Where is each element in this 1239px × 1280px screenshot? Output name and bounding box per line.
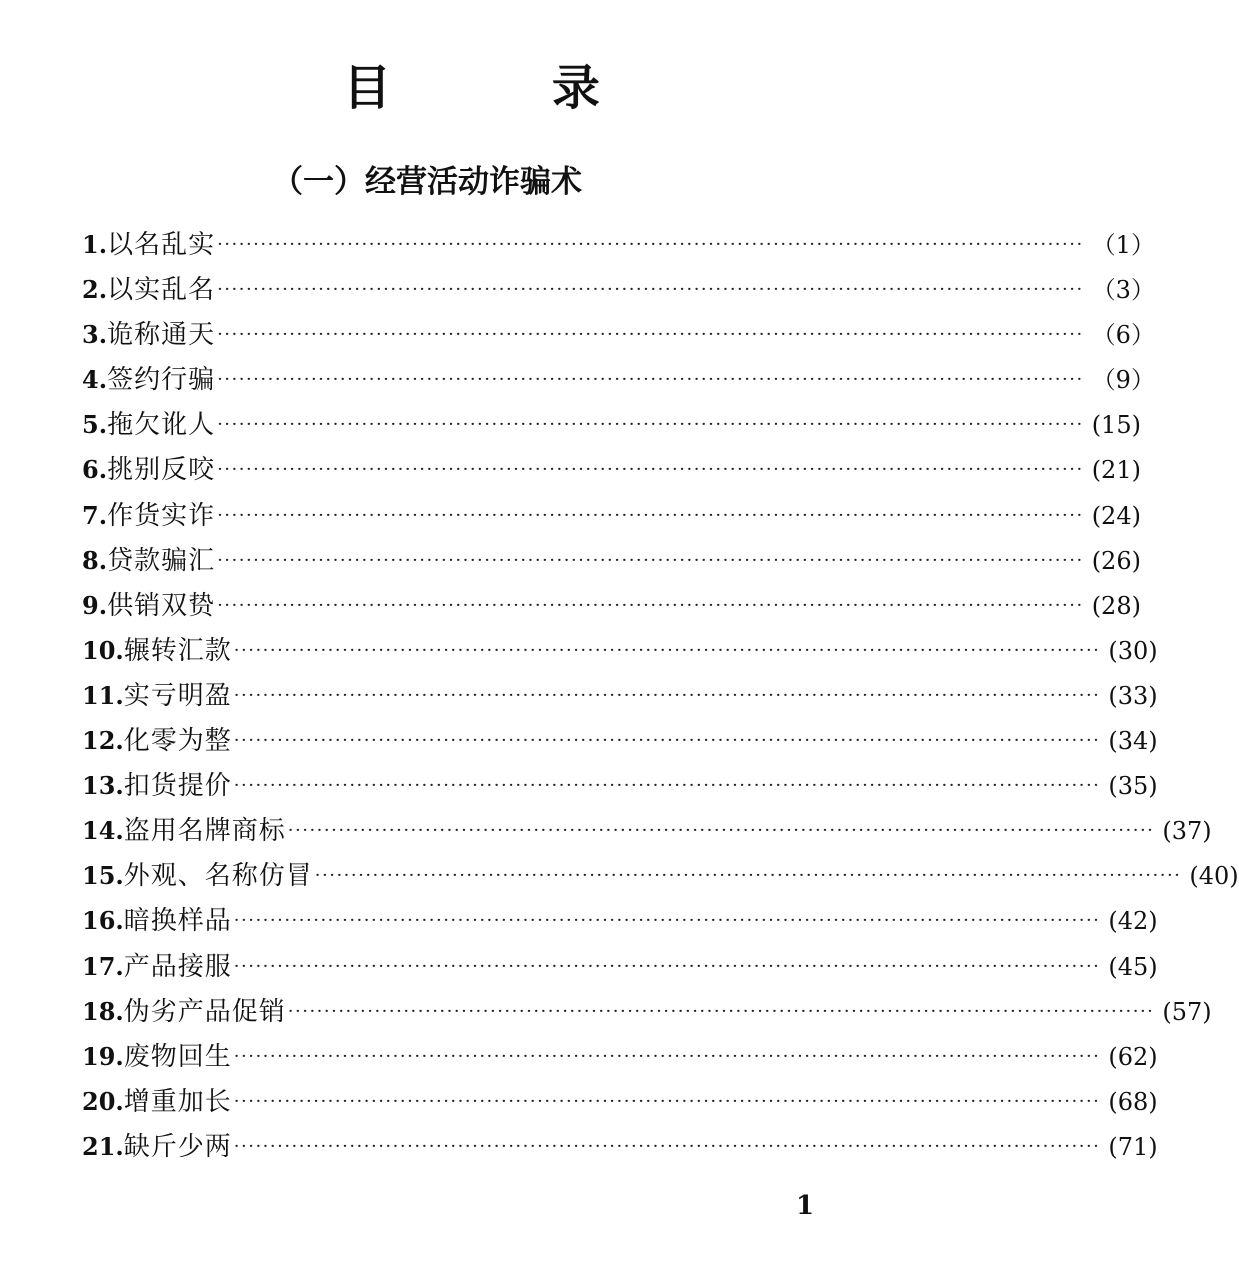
page-number: 1 bbox=[796, 1191, 815, 1221]
toc-entry-page: (24) bbox=[1091, 501, 1141, 530]
toc-entry-number: 17. bbox=[82, 951, 124, 981]
toc-entry[interactable] bbox=[82, 402, 1141, 447]
toc-entry-page: （3） bbox=[1091, 276, 1155, 305]
toc-leader-dots: ························································································································ bbox=[287, 1000, 1155, 1022]
toc-entry-title: 实亏明盈 bbox=[123, 680, 232, 711]
toc-leader-dots: ························································································································ bbox=[233, 1045, 1101, 1067]
toc-entry[interactable] bbox=[82, 222, 1155, 267]
page-title: 目 录 bbox=[343, 60, 672, 116]
toc-entry[interactable] bbox=[82, 493, 1141, 538]
toc-entry-page: (33) bbox=[1108, 681, 1158, 710]
toc-entry-page: (35) bbox=[1108, 772, 1158, 801]
toc-entry[interactable] bbox=[82, 1124, 1158, 1169]
toc-entry-title: 诡称通天 bbox=[107, 320, 216, 351]
toc-leader-dots: ························································································································ bbox=[217, 414, 1084, 436]
toc-entry-number: 19. bbox=[82, 1041, 124, 1071]
toc-entry-page: (37) bbox=[1162, 817, 1212, 846]
toc-entry-number: 16. bbox=[82, 906, 124, 936]
toc-entry[interactable] bbox=[82, 763, 1158, 808]
toc-entry-title: 暗换样品 bbox=[123, 906, 232, 937]
toc-entry-page: (21) bbox=[1091, 456, 1141, 485]
toc-entry-title: 外观、名称仿冒 bbox=[123, 861, 313, 892]
toc-entry-page: (71) bbox=[1108, 1132, 1158, 1161]
toc-entry-title: 产品接服 bbox=[123, 951, 232, 982]
toc-entry-page: (42) bbox=[1108, 907, 1158, 936]
toc-entry-number: 2. bbox=[82, 275, 108, 305]
toc-entry-page: (26) bbox=[1091, 546, 1141, 575]
toc-entry-title: 伪劣产品促销 bbox=[123, 996, 286, 1027]
toc-entry[interactable] bbox=[82, 944, 1158, 989]
toc-entry[interactable] bbox=[82, 1079, 1158, 1124]
toc-entry[interactable] bbox=[82, 447, 1141, 492]
toc-entry[interactable] bbox=[82, 357, 1155, 402]
toc-leader-dots: ························································································································ bbox=[233, 910, 1101, 932]
toc-entry-number: 1. bbox=[82, 230, 108, 259]
toc-entry-number: 7. bbox=[82, 500, 108, 530]
toc-entry[interactable] bbox=[82, 898, 1158, 943]
toc-entry-title: 增重加长 bbox=[123, 1086, 232, 1117]
toc-entry-number: 11. bbox=[82, 680, 124, 710]
toc-entry-number: 14. bbox=[82, 816, 124, 846]
toc-entry[interactable] bbox=[82, 673, 1158, 718]
toc-entry-page: (45) bbox=[1108, 952, 1158, 981]
toc-entry-number: 13. bbox=[82, 771, 124, 801]
toc-leader-dots: ························································································································ bbox=[233, 1135, 1101, 1157]
toc-entry-number: 15. bbox=[82, 861, 124, 891]
toc-entry[interactable] bbox=[82, 628, 1158, 673]
toc-entry-number: 8. bbox=[82, 545, 108, 575]
toc-entry-title: 废物回生 bbox=[123, 1041, 232, 1072]
toc-entry-page: (62) bbox=[1108, 1042, 1158, 1071]
table-of-contents bbox=[82, 222, 1239, 1169]
toc-entry-page: (28) bbox=[1091, 591, 1141, 620]
toc-entry-title: 盗用名牌商标 bbox=[123, 816, 286, 847]
toc-entry-page: （9） bbox=[1091, 366, 1155, 395]
toc-entry-page: （1） bbox=[1091, 231, 1155, 259]
toc-entry-title: 挑别反咬 bbox=[107, 455, 216, 486]
toc-leader-dots: ························································································································ bbox=[217, 324, 1084, 346]
toc-entry-number: 6. bbox=[82, 455, 108, 485]
toc-entry[interactable] bbox=[82, 989, 1212, 1034]
toc-entry-page: (57) bbox=[1162, 997, 1212, 1026]
toc-leader-dots: ························································································································ bbox=[233, 955, 1101, 977]
toc-entry-page: (40) bbox=[1189, 862, 1239, 891]
toc-entry-title: 以名乱实 bbox=[107, 230, 216, 260]
section-title: （一）经营活动诈骗术 bbox=[272, 164, 582, 200]
toc-entry-title: 扣货提价 bbox=[123, 771, 232, 802]
toc-leader-dots: ························································································································ bbox=[217, 504, 1084, 526]
toc-entry[interactable] bbox=[82, 312, 1155, 357]
toc-leader-dots: ························································································································ bbox=[217, 594, 1084, 616]
toc-leader-dots: ························································································································ bbox=[233, 775, 1101, 797]
toc-leader-dots: ························································································································ bbox=[217, 369, 1084, 391]
toc-entry[interactable] bbox=[82, 808, 1212, 853]
toc-entry-number: 4. bbox=[82, 365, 108, 395]
toc-entry-title: 化零为整 bbox=[123, 726, 232, 757]
toc-leader-dots: ························································································································ bbox=[217, 279, 1084, 301]
toc-leader-dots: ························································································································ bbox=[217, 234, 1084, 255]
toc-entry-page: (34) bbox=[1108, 727, 1158, 756]
toc-entry-page: (15) bbox=[1091, 411, 1141, 440]
toc-entry-number: 10. bbox=[82, 635, 124, 665]
toc-entry[interactable] bbox=[82, 1034, 1158, 1079]
toc-entry-title: 作货实诈 bbox=[107, 500, 216, 531]
toc-entry[interactable] bbox=[82, 853, 1239, 898]
toc-leader-dots: ························································································································ bbox=[233, 684, 1101, 706]
toc-entry-page: (68) bbox=[1108, 1087, 1158, 1116]
toc-entry-number: 5. bbox=[82, 410, 108, 440]
toc-entry-number: 3. bbox=[82, 320, 108, 350]
toc-entry-number: 21. bbox=[82, 1131, 124, 1161]
toc-entry-number: 12. bbox=[82, 726, 124, 756]
toc-entry-page: (30) bbox=[1108, 636, 1158, 665]
toc-entry[interactable] bbox=[82, 718, 1158, 763]
toc-leader-dots: ························································································································ bbox=[217, 549, 1084, 571]
toc-entry-number: 20. bbox=[82, 1086, 124, 1116]
toc-entry-number: 18. bbox=[82, 996, 124, 1026]
toc-entry-title: 签约行骗 bbox=[107, 365, 216, 396]
toc-entry[interactable] bbox=[82, 267, 1155, 312]
toc-entry-number: 9. bbox=[82, 590, 108, 620]
toc-entry-title: 贷款骗汇 bbox=[107, 545, 216, 576]
toc-leader-dots: ························································································································ bbox=[314, 865, 1182, 887]
toc-entry-title: 供销双贽 bbox=[107, 590, 216, 621]
toc-leader-dots: ························································································································ bbox=[233, 1090, 1101, 1112]
toc-entry[interactable] bbox=[82, 538, 1141, 583]
toc-leader-dots: ························································································································ bbox=[233, 730, 1101, 752]
toc-leader-dots: ························································································································ bbox=[287, 820, 1155, 842]
toc-entry-title: 缺斤少两 bbox=[123, 1131, 232, 1162]
toc-entry-title: 辗转汇款 bbox=[123, 635, 232, 666]
toc-leader-dots: ························································································································ bbox=[217, 459, 1084, 481]
toc-entry-title: 以实乱名 bbox=[107, 275, 216, 306]
toc-entry-title: 拖欠讹人 bbox=[107, 410, 216, 441]
toc-entry[interactable] bbox=[82, 583, 1141, 628]
toc-entry-page: （6） bbox=[1091, 321, 1155, 350]
toc-leader-dots: ························································································································ bbox=[233, 639, 1101, 661]
